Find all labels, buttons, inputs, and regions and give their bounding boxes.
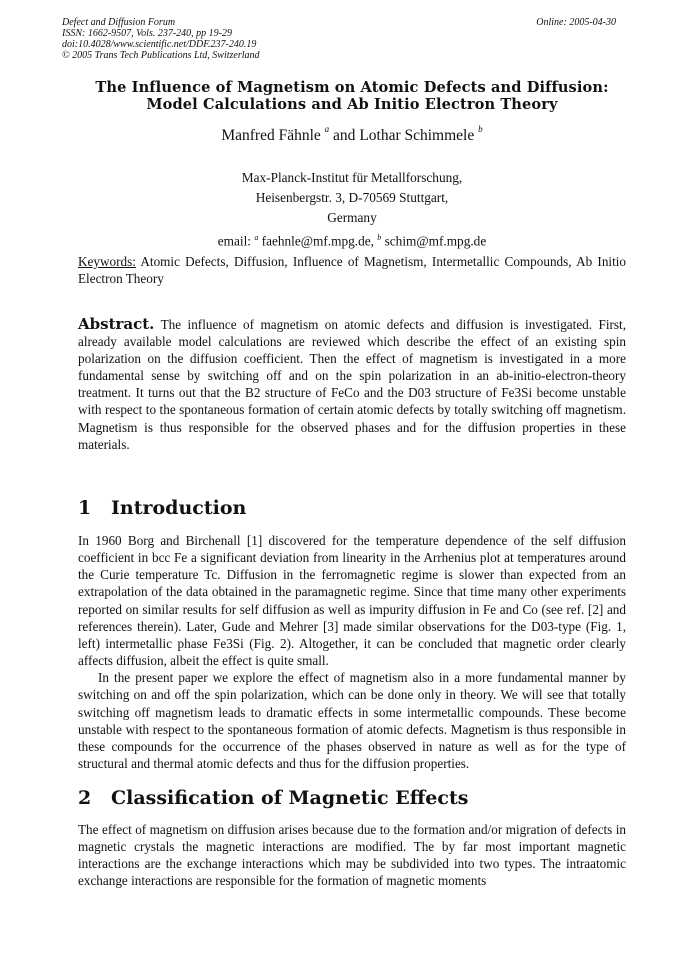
- email-b[interactable]: schim@mf.mpg.de: [384, 233, 487, 249]
- email-mark-a: a: [254, 233, 259, 242]
- email-mark-b: b: [377, 233, 382, 242]
- section-2-paragraph-1: The effect of magnetism on diffusion arises because due to the formation and/or migration of defects in magnetic crystals the magnetic interactions are modified. The by far most important magnetic interactions are the exchange interactions which may be subdivided into two types. The intraatomic exchange interactions are responsible for the formation of magnetic moments: [78, 822, 626, 889]
- online-date: Online: 2005-04-30: [536, 17, 616, 28]
- email-line: [78, 228, 626, 251]
- paper-title: [78, 79, 626, 113]
- email-label: email:: [217, 233, 251, 249]
- abstract-label: Abstract.: [78, 315, 155, 333]
- section-2-body: [78, 821, 626, 890]
- title-line-2: Model Calculations and Ab Initio Electron Theory: [146, 96, 558, 113]
- journal-copyright: © 2005 Trans Tech Publications Ltd, Switzerland: [62, 50, 260, 61]
- journal-header: [62, 17, 618, 61]
- keywords: [78, 253, 626, 287]
- section-1-paragraph-1: In 1960 Borg and Birchenall [1] discovered for the temperature dependence of the self diffusion coefficient in bcc Fe a significant deviation from linearity in the Arrhenius plot at temperatures around the Curie temperature Tc. Diffusion in the ferromagnetic regime is slower than expected from an extrapolation of the data obtained in the paramagnetic regime. Since that time many other experiments reported on similar results for self diffusion as well as impurity diffusion in Fe and Co (see ref. [2] and references therein). Later, Gude and Mehrer [3] made similar observations for the D03-type (Fig. 1, left) intermetallic phase Fe3Si (Fig. 2). Altogether, it can be concluded that magnetic order clearly affects diffusion, albeit the effect is quite small.: [78, 533, 626, 669]
- journal-doi: doi:10.4028/www.scientific.net/DDF.237-240.19: [62, 39, 257, 50]
- section-1-number: 1: [78, 497, 92, 519]
- section-1-heading: [78, 497, 626, 519]
- affiliation-line-1: Max-Planck-Institut für Metallforschung,: [241, 170, 463, 185]
- section-2-number: 2: [78, 787, 92, 809]
- section-1-body: [78, 532, 626, 772]
- author-1: Manfred Fähnle: [221, 127, 321, 145]
- author-2-mark: b: [478, 124, 483, 134]
- journal-issn: ISSN: 1662-9507, Vols. 237-240, pp 19-29: [62, 28, 232, 39]
- affiliation: [78, 168, 626, 251]
- affiliation-line-2: Heisenbergstr. 3, D-70569 Stuttgart,: [255, 190, 449, 205]
- email-a[interactable]: faehnle@mf.mpg.de,: [261, 233, 374, 249]
- section-2-heading: [78, 787, 626, 809]
- author-list: [78, 122, 626, 145]
- section-2-title: Classification of Magnetic Effects: [111, 787, 469, 809]
- affiliation-line-3: Germany: [327, 210, 377, 225]
- abstract: [78, 316, 626, 453]
- section-1-paragraph-2: In the present paper we explore the effect of magnetism also in a more fundamental manner by switching on and off the spin polarization, which can be done only in theory. We will see that totally switching off magnetism leads to dramatic effects in some intermetallic compounds. These become unstable with respect to the spontaneous formation of atomic defects. Magnetism is thus responsible in these compounds for the occurrence of the phases observed in nature as well as for the type of structural and thermal atomic defects and thus for the diffusion properties.: [78, 670, 626, 772]
- author-and: and: [333, 127, 356, 145]
- author-2: Lothar Schimmele: [359, 127, 475, 145]
- section-1-title: Introduction: [111, 497, 247, 519]
- author-1-mark: a: [324, 124, 330, 134]
- title-line-1: The Influence of Magnetism on Atomic Defects and Diffusion:: [95, 79, 609, 96]
- journal-name: Defect and Diffusion Forum: [62, 17, 176, 28]
- keywords-text: Atomic Defects, Diffusion, Influence of Magnetism, Intermetallic Compounds, Ab Initio Electron Theory: [78, 254, 626, 286]
- keywords-label: Keywords:: [78, 254, 136, 269]
- abstract-text: The influence of magnetism on atomic defects and diffusion is investigated. First, already available model calculations are reviewed which describe the effect of an existing spin polarization on the diffusion coefficient. Then the effect of magnetism is investigated in a more fundamental sense by switching off and on the spin polarization in an ab-initio-electron-theory treatment. It turns out that the B2 structure of FeCo and the D03 structure of Fe3Si become unstable with respect to the spontaneous formation of certain atomic defects by totally switching off magnetism. Magnetism is thus responsible for the observed phases and for the diffusion properties in these materials.: [78, 317, 626, 452]
